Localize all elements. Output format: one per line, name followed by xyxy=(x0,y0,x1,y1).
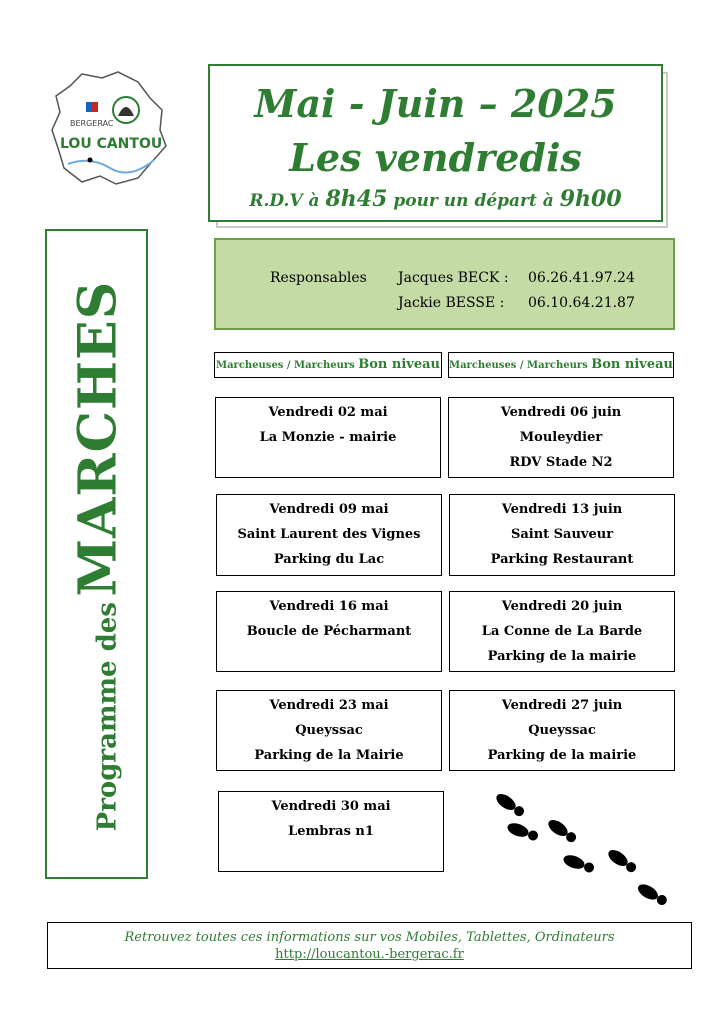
side-title-small: Programme des xyxy=(92,602,123,832)
responsable-name: Jackie BESSE : xyxy=(398,295,505,311)
walk-place: La Conne de La Barde xyxy=(481,624,643,639)
walk-place: Boucle de Pécharmant xyxy=(246,624,412,639)
walk-place: Lembras n1 xyxy=(288,824,374,839)
responsables-label: Responsables xyxy=(270,270,367,286)
walk-place: Saint Laurent des Vignes xyxy=(237,527,421,542)
walk-date: Vendredi 23 mai xyxy=(269,698,389,713)
header-box xyxy=(208,64,663,222)
responsable-phone: 06.26.41.97.24 xyxy=(528,270,635,286)
walk-card xyxy=(216,494,442,576)
walk-card xyxy=(448,397,674,478)
walk-date: Vendredi 27 juin xyxy=(501,698,623,713)
logo-town-label: BERGERAC xyxy=(70,119,114,128)
walk-date: Vendredi 30 mai xyxy=(271,799,391,814)
rdv-middle: pour un départ à xyxy=(393,191,554,211)
walk-detail: Parking de la Mairie xyxy=(254,748,404,763)
walk-detail: Parking du Lac xyxy=(273,552,385,567)
walk-detail: Parking de la mairie xyxy=(487,748,637,763)
depart-time: 9h00 xyxy=(559,186,622,212)
side-title-big: MARCHES xyxy=(67,280,129,597)
walk-date: Vendredi 13 juin xyxy=(501,502,623,517)
walk-date: Vendredi 16 mai xyxy=(269,599,389,614)
walk-card xyxy=(216,591,442,672)
walk-detail: RDV Stade N2 xyxy=(509,455,613,470)
walk-card xyxy=(449,690,675,771)
walk-place: Queyssac xyxy=(528,723,596,738)
club-logo xyxy=(50,68,170,188)
walk-card xyxy=(216,690,442,771)
side-title xyxy=(68,281,129,832)
title-days: Les vendredis xyxy=(289,135,582,180)
walk-place: Saint Sauveur xyxy=(510,527,614,542)
walk-card xyxy=(215,397,441,478)
rdv-time: 8h45 xyxy=(325,186,388,212)
level-prefix: Marcheuses / Marcheurs xyxy=(449,360,588,371)
title-dates: Mai - Juin – 2025 xyxy=(254,81,617,126)
responsable-name: Jacques BECK : xyxy=(398,270,509,286)
walk-date: Vendredi 09 mai xyxy=(269,502,389,517)
footer-text: Retrouvez toutes ces informations sur vos Mobiles, Tablettes, Ordinateurs xyxy=(124,930,615,945)
level-prefix: Marcheuses / Marcheurs xyxy=(216,360,355,371)
responsables-box xyxy=(214,238,675,330)
walk-place: La Monzie - mairie xyxy=(259,430,397,445)
rdv-prefix: R.D.V à xyxy=(249,191,320,211)
walk-place: Queyssac xyxy=(295,723,363,738)
walk-detail: Parking Restaurant xyxy=(490,552,634,567)
side-title-box xyxy=(45,229,148,879)
level-header xyxy=(214,352,442,378)
walk-detail: Parking de la mairie xyxy=(487,649,637,664)
walk-date: Vendredi 06 juin xyxy=(500,405,622,420)
level-name: Bon niveau xyxy=(358,357,440,372)
level-header xyxy=(448,352,674,378)
dordogne-map-icon xyxy=(50,68,170,188)
walk-card xyxy=(449,494,675,576)
website-link[interactable]: http://loucantou.-bergerac.fr xyxy=(275,947,464,962)
rdv-line xyxy=(210,186,661,212)
walk-date: Vendredi 20 juin xyxy=(501,599,623,614)
walk-date: Vendredi 02 mai xyxy=(268,405,388,420)
footer-box xyxy=(47,922,692,969)
walk-card xyxy=(449,591,675,672)
walk-place: Mouleydier xyxy=(519,430,603,445)
level-name: Bon niveau xyxy=(591,357,673,372)
logo-club-name: LOU CANTOU xyxy=(60,136,163,152)
footsteps-icon xyxy=(488,788,678,910)
responsable-phone: 06.10.64.21.87 xyxy=(528,295,635,311)
walk-card xyxy=(218,791,444,872)
